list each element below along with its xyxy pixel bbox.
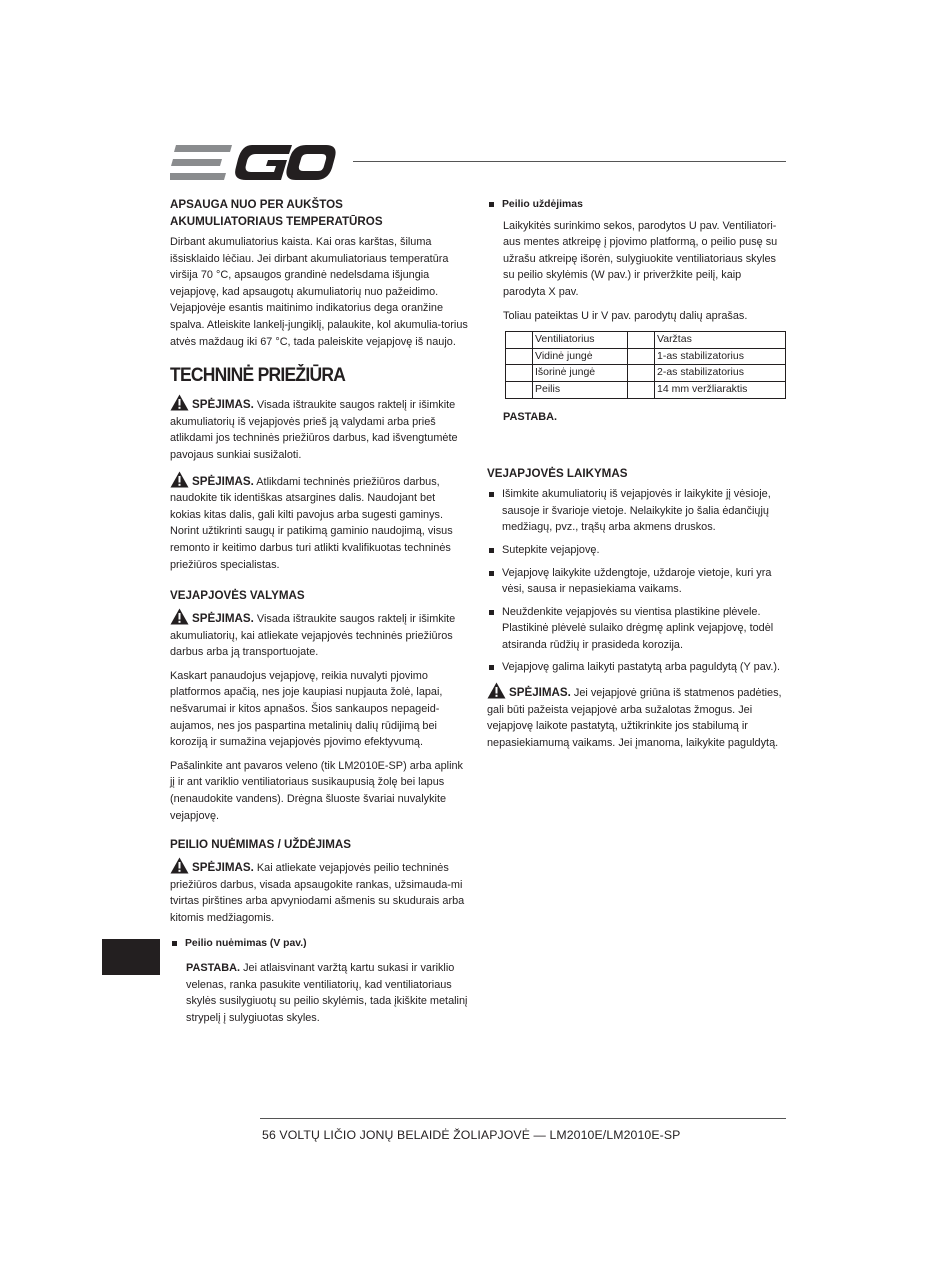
warning-triangle-icon xyxy=(170,471,189,488)
warning-triangle-icon xyxy=(170,608,189,625)
table-cell xyxy=(628,381,655,398)
blade-removal-note: PASTABA. Jei atlaisvinant varžtą kartu sukasi ir variklio velenas, ranka pasukite ventiliatorių, kad ventiliatoriaus skylės susilygiuotų su peilio skylėmis, tada įkiškite metalinį strypelį į sulygiuotas skyles. xyxy=(186,962,468,1024)
table-row xyxy=(506,332,786,349)
table-cell xyxy=(628,365,655,382)
page-footer: 56 VOLTŲ LIČIO JONŲ BELAIDĖ ŽOLIAPJOVĖ — LM2010E/LM2010E-SP xyxy=(262,1128,681,1142)
warning-triangle-icon xyxy=(170,857,189,874)
language-tab-marker xyxy=(102,939,160,975)
maintenance-warning-2: SPĖJIMAS. Atlikdami techninės priežiūros darbus, naudokite tik identiškas atsargines dalis. Naudojant bet kokias kitas dalis, gali kilti pavojus arba sugesti gaminys. Norint užtikrinti saugų ir patikimą gaminio naudojimą, visus remonto ir keitimo darbus turi atlikti kvalifikuotas techninės priežiūros specialistas. xyxy=(170,471,468,574)
table-cell xyxy=(506,348,533,365)
table-cell: 1-as stabilizatorius xyxy=(655,348,786,365)
maintenance-warning-1: SPĖJIMAS. Visada ištraukite saugos raktelį ir išimkite akumuliatorių iš vejapjovės prieš ją valydami arba prieš atlikdami jos techninės priežiūros darbus, kad išvengtumėte pavojaus sunkiai susižaloti. xyxy=(170,394,468,463)
header-rule xyxy=(353,161,786,162)
parts-intro: Toliau pateiktas U ir V pav. parodytų dalių aprašas. xyxy=(503,309,748,322)
parts-table xyxy=(505,331,786,398)
section-title-storage: VEJAPJOVĖS LAIKYMAS xyxy=(487,467,628,481)
cleaning-paragraph-2: Pašalinkite ant pavaros veleno (tik LM2010E-SP) arba aplink jį ir ant variklio ventiliatoriaus susikaupusią žolę bei lapus (nenaudokite vandens). Drėgna šluoste švariai nuvalykite vejapjovę. xyxy=(170,759,463,822)
section-title-cleaning: VEJAPJOVĖS VALYMAS xyxy=(170,589,305,603)
table-cell: Varžtas xyxy=(655,332,786,349)
storage-bullet-2: Sutepkite vejapjovę. xyxy=(487,542,786,559)
storage-bullet-5: Vejapjovę galima laikyti pastatytą arba paguldytą (Y pav.). xyxy=(487,659,786,676)
table-cell: Peilis xyxy=(533,381,628,398)
storage-bullet-1: Išimkite akumuliatorių iš vejapjovės ir laikykite jį vėsioje, sausoje ir švarioje vietoje. Nelaikykite jo šalia ėdančiųjų medžiagų, pvz., trąšų arba akmens druskos. xyxy=(487,486,786,536)
blade-warning: SPĖJIMAS. Kai atliekate vejapjovės peilio techninės priežiūros darbus, visada apsaugokite rankas, užsimauda-mi tvirtas pirštines arba apvyniodami ašmenis su skudurais arba kitomis medžiagomis. xyxy=(170,857,468,926)
blade-install-paragraph: Laikykitės surinkimo sekos, parodytos U pav. Ventiliatori-aus mentes atkreipę į pjovimo platformą, o peilio pusę su užrašu atkreipę išorėn, sulygiuokite ventiliatoriaus skyles su peilio skylėmis (W pav.) ir priveržkite peilį, kaip parodyta X pav. xyxy=(503,219,778,298)
table-cell: 14 mm veržliaraktis xyxy=(655,381,786,398)
table-cell xyxy=(628,332,655,349)
section-title-overheat: APSAUGA NUO PER AUKŠTOS AKUMULIATORIAUS TEMPERATŪROS xyxy=(170,198,383,228)
left-column xyxy=(170,196,468,1034)
table-cell: Vidinė jungė xyxy=(533,348,628,365)
table-row xyxy=(506,348,786,365)
table-cell xyxy=(506,332,533,349)
table-cell xyxy=(506,381,533,398)
table-cell xyxy=(506,365,533,382)
right-column xyxy=(487,196,786,758)
table-row xyxy=(506,365,786,382)
blade-removal-bullet: Peilio nuėmimas (V pav.) xyxy=(170,935,468,953)
warning-triangle-icon xyxy=(170,394,189,411)
warning-triangle-icon xyxy=(487,682,506,699)
section-title-blade: PEILIO NUĖMIMAS / UŽDĖJIMAS xyxy=(170,838,352,852)
ego-logo xyxy=(170,143,336,183)
overheat-paragraph: Dirbant akumuliatorius kaista. Kai oras karštas, šiluma išsisklaido lėčiau. Jei dirbant akumuliatoriaus temperatūra viršija 70 °C, apsaugos grandinė nedelsdama išjungia vejapjovę, kad apsaugotų akumuliatorių nuo pažeidimo. Vejapjovėje esantis maitinimo indikatorius dega oranžine spalva. Atleiskite lankelį-jungiklį, palaukite, kol akumulia-torius atvės maždaug iki 67 °C, tada paleiskite vejapjovę iš naujo. xyxy=(170,236,468,348)
storage-bullet-3: Vejapjovę laikykite uždengtoje, uždaroje vietoje, kuri yra vėsi, sausa ir nepasiekiama vaikams. xyxy=(487,565,786,598)
note-label: PASTABA. xyxy=(503,410,558,423)
section-title-maintenance: TECHNINĖ PRIEŽIŪRA xyxy=(170,365,346,387)
cleaning-warning: SPĖJIMAS. Visada ištraukite saugos raktelį ir išimkite akumuliatorių, kai atliekate vejapjovės techninės priežiūros darbus arba ją transportuojate. xyxy=(170,608,468,661)
storage-warning: SPĖJIMAS. Jei vejapjovė griūna iš statmenos padėties, gali būti pažeista vejapjovė arba sužalotas žmogus. Jei vejapjovę laikote pastatytą, užtikrinkite jos stabilumą ir nepasiekiamumą vaikams. Jei įmanoma, laikykite paguldytą. xyxy=(487,682,786,751)
blade-install-bullet: Peilio uždėjimas xyxy=(487,196,786,214)
cleaning-paragraph-1: Kaskart panaudojus vejapjovę, reikia nuvalyti pjovimo platformos apačią, nes joje kaupiasi nupjauta žolė, lapai, nešvarumai ir kitos apnašos. Šios sankaupos nepageid-aujamos, nes jos paspartina metalinių dalių rūdijimą bei koroziją ir sumažina vejapjovės pjovimo efektyvumą. xyxy=(170,669,443,749)
table-row xyxy=(506,381,786,398)
table-cell: 2-as stabilizatorius xyxy=(655,365,786,382)
table-cell xyxy=(628,348,655,365)
table-cell: Ventiliatorius xyxy=(533,332,628,349)
table-cell: Išorinė jungė xyxy=(533,365,628,382)
storage-bullet-4: Neuždenkite vejapjovės su vientisa plastikine plėvele. Plastikinė plėvelė sulaiko drėgmę aplink vejapjovę, todėl atsiranda rūdžių ir prasideda korozija. xyxy=(487,604,786,654)
footer-rule xyxy=(260,1118,786,1119)
